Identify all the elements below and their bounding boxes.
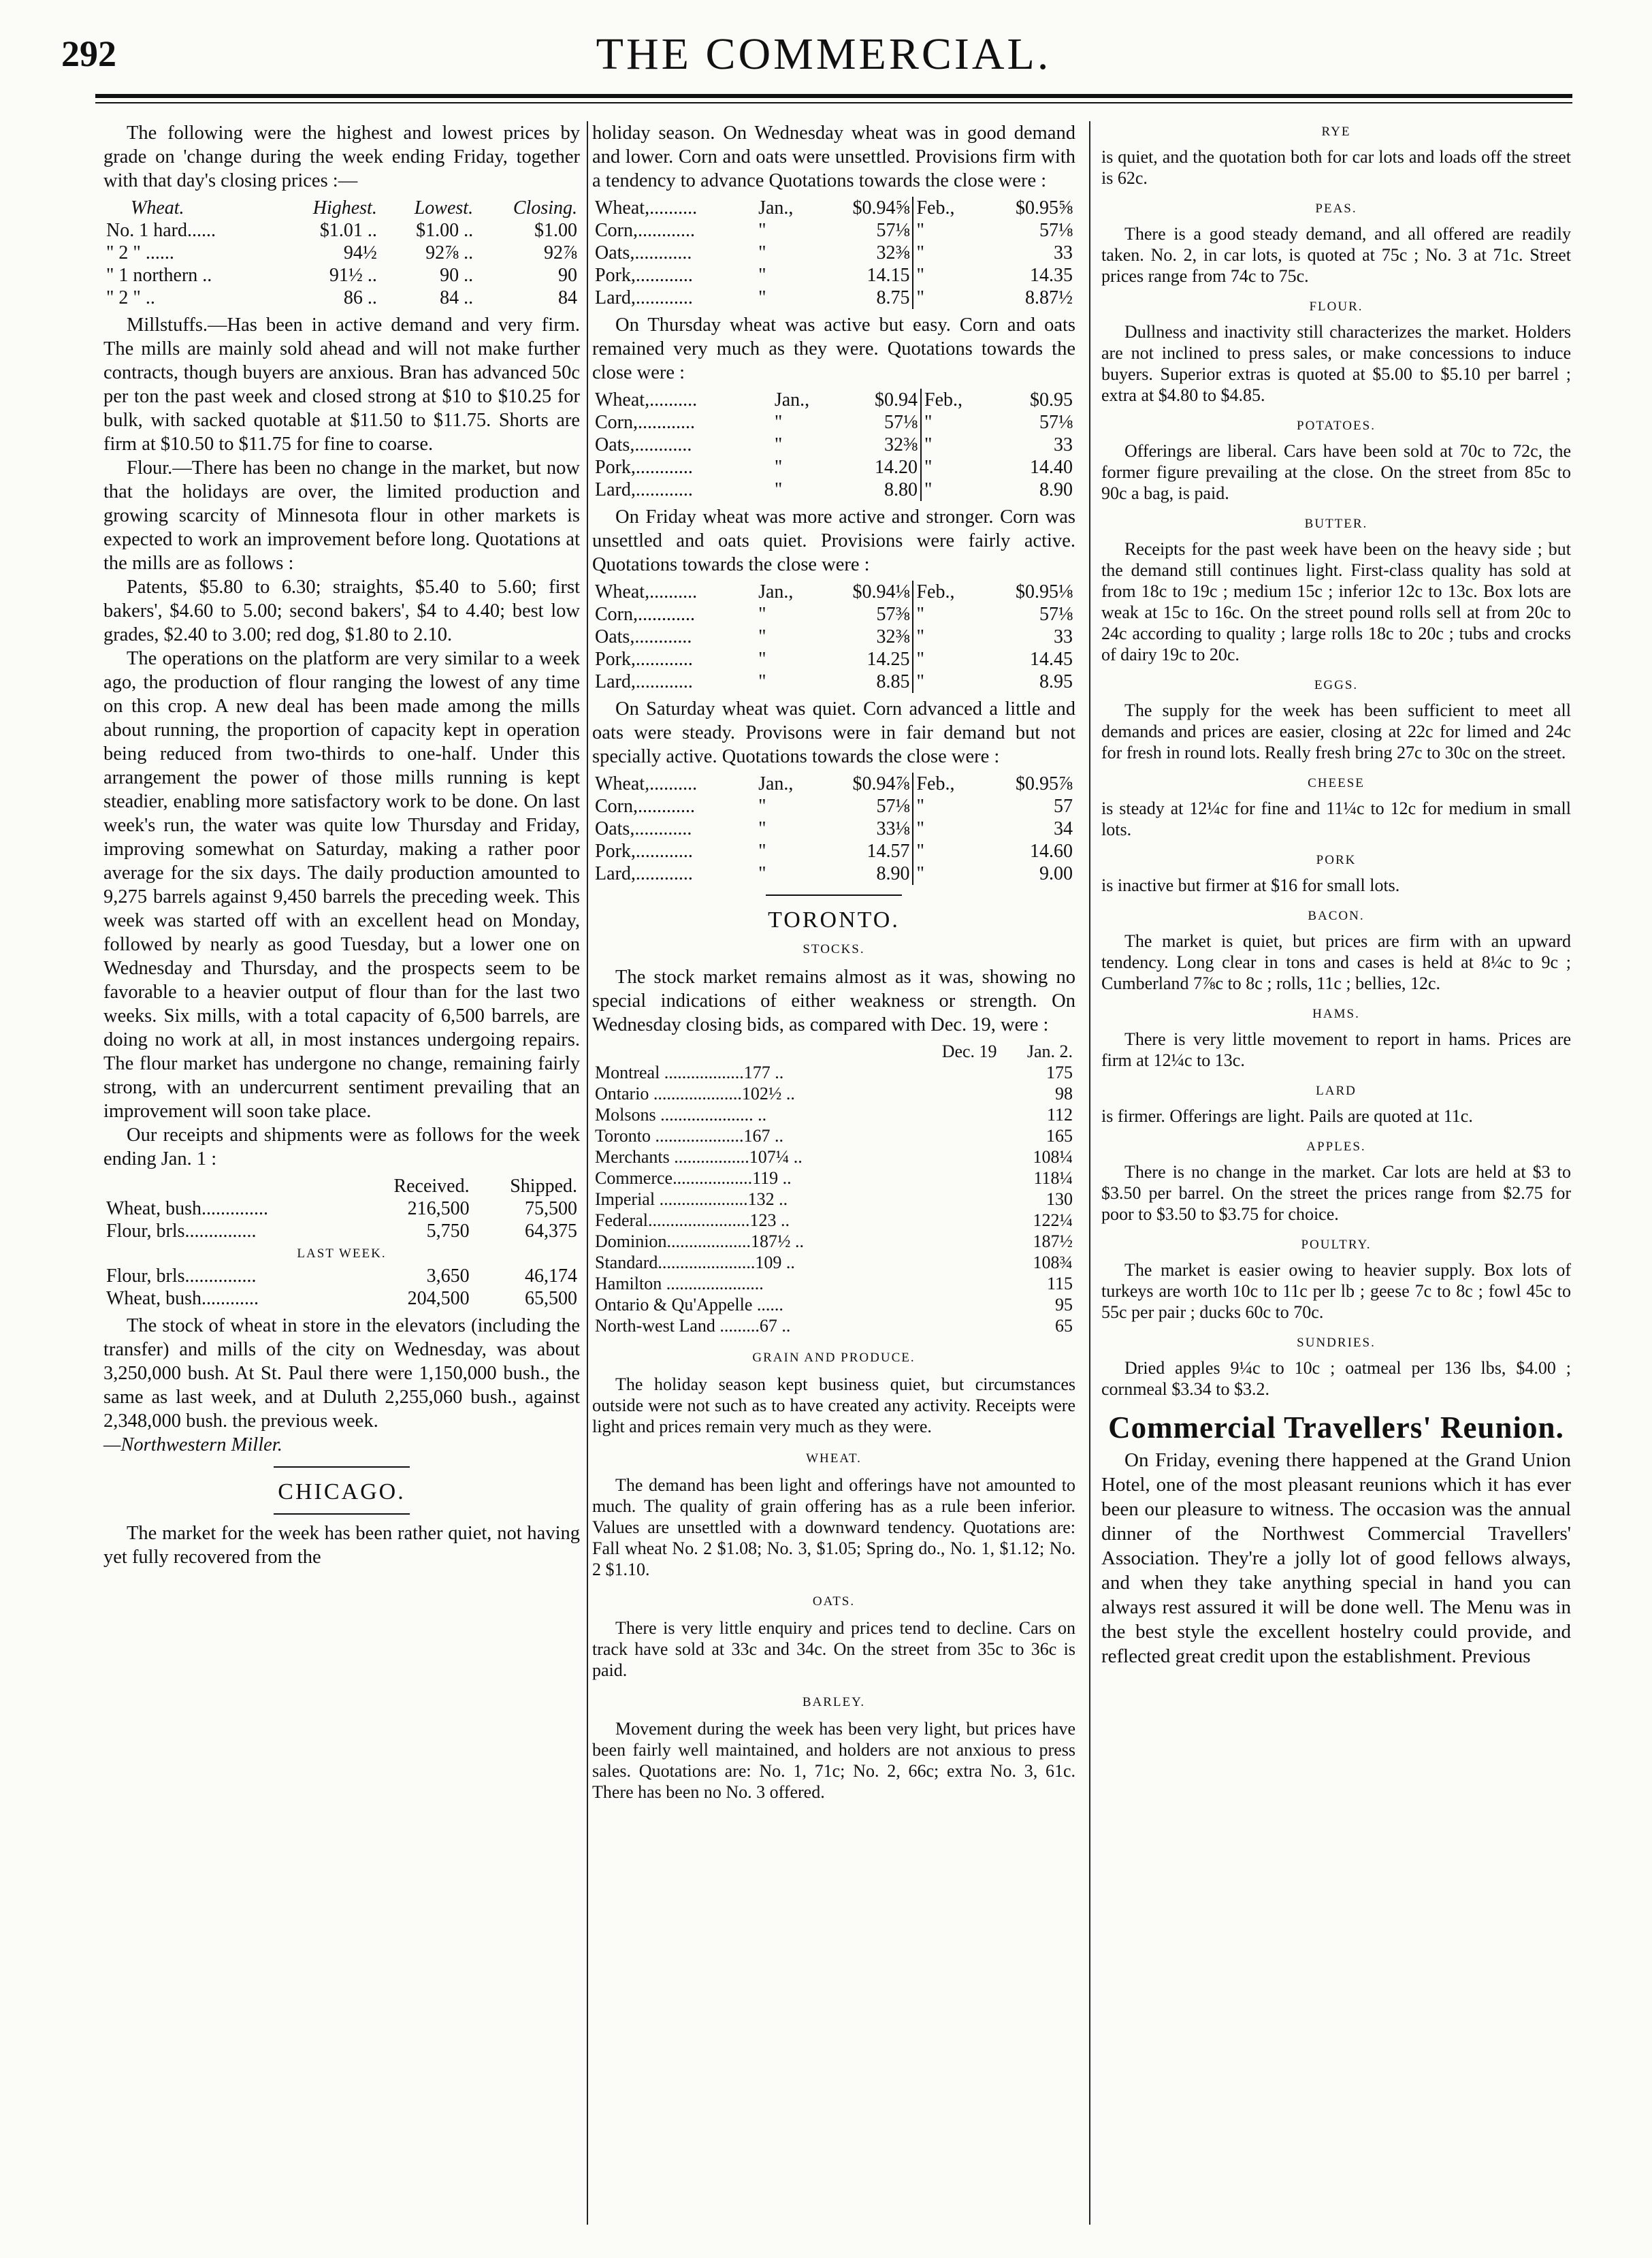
flour-paragraph: Dullness and inactivity still characterizes the market. Holders are not inclined to press sales, or make concessions to induce buyers. Superior extras is quoted at $5.00 to $5.10 per barrel ; extra at $4.80 to $4.85. bbox=[1101, 322, 1571, 405]
table-cell: Pork,............ bbox=[595, 265, 693, 286]
table-cell: 57⅛ bbox=[1039, 412, 1073, 433]
column-3 bbox=[1101, 121, 1571, 1668]
table-cell: Flour, brls............... bbox=[106, 1265, 257, 1287]
table-cell: Oats,............ bbox=[595, 242, 692, 263]
table-cell bbox=[910, 1125, 1000, 1146]
table-cell: " bbox=[774, 412, 783, 433]
table-header: Shipped. bbox=[510, 1176, 577, 1197]
table-cell: " bbox=[921, 411, 994, 434]
table-cell: 65 bbox=[1055, 1316, 1073, 1336]
table-row bbox=[592, 1146, 1075, 1167]
table-row bbox=[103, 242, 580, 264]
table-row bbox=[592, 411, 1075, 434]
price-table bbox=[103, 197, 580, 309]
pork-paragraph: is inactive but firmer at $16 for small lots. bbox=[1101, 875, 1400, 895]
table-cell: Feb., bbox=[913, 773, 980, 795]
table-cell: Imperial ....................132 .. bbox=[595, 1189, 788, 1209]
subheading-oats: OATS. bbox=[812, 1594, 856, 1609]
subheading-barley: BARLEY. bbox=[802, 1695, 866, 1709]
table-row bbox=[592, 1062, 1075, 1083]
table-cell: " bbox=[758, 841, 766, 862]
subheading-bacon: BACON. bbox=[1308, 909, 1365, 923]
table-row bbox=[592, 1104, 1075, 1125]
table-cell: 216,500 bbox=[407, 1198, 470, 1219]
table-cell: 90 .. bbox=[440, 265, 474, 286]
table-cell bbox=[910, 1273, 1000, 1294]
table-cell: 64,375 bbox=[525, 1221, 577, 1242]
table-cell bbox=[910, 1083, 1000, 1104]
wheat-paragraph: The demand has been light and offerings have not amounted to much. The quality of grain offering has as a rule been inferior. Values are unsettled with a downward tendency. Quotations are: Fall wheat No. 2 $1.08; No. 3, $1.05; Spring do., No. 1, $1.12; No. 2 $1.10. bbox=[592, 1475, 1075, 1579]
cheese-paragraph: is steady at 12¼c for fine and 11¼c to 12c for medium in small lots. bbox=[1101, 799, 1571, 839]
rye-paragraph: is quiet, and the quotation both for car lots and loads off the street is 62c. bbox=[1101, 147, 1571, 188]
table-row bbox=[592, 1083, 1075, 1104]
table-cell: $0.94⅛ bbox=[852, 581, 910, 602]
table-row bbox=[592, 479, 1075, 501]
table-cell: " bbox=[913, 671, 980, 693]
table-cell: 33 bbox=[1054, 626, 1073, 647]
table-cell: " 1 northern .. bbox=[106, 265, 212, 286]
table-row bbox=[592, 242, 1075, 264]
table-cell: 115 bbox=[1046, 1274, 1073, 1293]
table-cell: 5,750 bbox=[426, 1221, 470, 1242]
table-cell: Jan., bbox=[758, 581, 794, 602]
table-cell bbox=[910, 1231, 1000, 1252]
table-cell: 33 bbox=[1054, 242, 1073, 263]
oats-paragraph: There is very little enquiry and prices tend to decline. Cars on track have sold at 33c and 34c. On the street from 35c to 36c is paid. bbox=[592, 1618, 1075, 1680]
quotation-table bbox=[592, 389, 1075, 501]
table-cell: 14.35 bbox=[1030, 265, 1073, 286]
peas-paragraph: There is a good steady demand, and all offered are readily taken. No. 2, in car lots, is quoted at 75c ; No. 3 at 71c. Street prices range from 74c to 75c. bbox=[1101, 224, 1571, 286]
source-credit: —Northwestern Miller. bbox=[103, 1434, 282, 1455]
saturday-paragraph: On Saturday wheat was quiet. Corn advanced a little and oats were steady. Provisons were in fair demand but not specially active. Quotations towards the close were : bbox=[592, 698, 1075, 767]
table-cell: Lard,............ bbox=[595, 479, 693, 500]
table-cell: " bbox=[913, 840, 980, 862]
table-row bbox=[592, 456, 1075, 479]
subheading-flour: FLOUR. bbox=[1309, 300, 1363, 314]
table-cell: 118¼ bbox=[1033, 1168, 1073, 1188]
table-cell: 14.40 bbox=[1030, 457, 1073, 478]
table-cell: 8.75 bbox=[876, 287, 910, 308]
table-cell: 9.00 bbox=[1039, 863, 1073, 884]
apples-paragraph: There is no change in the market. Car lots are held at $3 to $3.50 per barrel. On the street the prices range from $2.75 for poor to $3.50 to $3.75 for choice. bbox=[1101, 1162, 1571, 1224]
table-cell: 204,500 bbox=[407, 1288, 470, 1309]
table-cell: Standard......................109 .. bbox=[595, 1253, 795, 1272]
table-cell: 8.90 bbox=[876, 863, 910, 884]
table-cell: 175 bbox=[1046, 1063, 1073, 1082]
subheading-pork: PORK bbox=[1316, 853, 1357, 867]
subheading-potatoes: POTATOES. bbox=[1297, 419, 1376, 433]
column-divider bbox=[1089, 121, 1090, 2225]
table-cell: Corn,............ bbox=[595, 220, 695, 241]
column-1 bbox=[103, 121, 580, 1569]
barley-paragraph: Movement during the week has been very light, but prices have been fairly well maintained, and holders are not anxious to press sales. Quotations are: No. 1, 71c; No. 2, 66c; extra No. 3, 61c. There has been no No. 3 offered. bbox=[592, 1719, 1075, 1802]
table-cell: 86 .. bbox=[343, 287, 377, 308]
table-row bbox=[103, 219, 580, 242]
table-cell: 14.60 bbox=[1030, 841, 1073, 862]
thursday-paragraph: On Thursday wheat was active but easy. Corn and oats remained very much as they were. Quotations towards the close were : bbox=[592, 314, 1075, 383]
table-cell: Flour, brls............... bbox=[106, 1221, 257, 1242]
table-cell: Pork,............ bbox=[595, 457, 693, 478]
table-row bbox=[592, 1315, 1075, 1336]
table-cell: " bbox=[758, 863, 766, 884]
table-cell: Merchants .................107¼ .. bbox=[595, 1147, 803, 1167]
table-row bbox=[103, 1197, 580, 1220]
table-cell: 95 bbox=[1055, 1295, 1073, 1315]
patents-paragraph: Patents, $5.80 to 6.30; straights, $5.40 to 5.60; first bakers', $4.60 to 5.00; second bakers', $4 to 4.40; best low grades, $2.40 to 3.00; red dog, $1.80 to 2.10. bbox=[103, 577, 580, 645]
table-cell: 32⅜ bbox=[876, 242, 910, 263]
eggs-paragraph: The supply for the week has been sufficient to meet all demands and prices are easier, closing at 22c for limed and 24c for fresh in round lots. Really fresh bring 27c to 30c on the street. bbox=[1101, 700, 1571, 762]
table-cell: Oats,............ bbox=[595, 434, 692, 455]
table-row bbox=[103, 1265, 580, 1287]
table-cell: 14.45 bbox=[1030, 649, 1073, 670]
table-header: Received. bbox=[393, 1176, 470, 1197]
table-header: Dec. 19 bbox=[941, 1042, 997, 1061]
table-cell: Pork,............ bbox=[595, 649, 693, 670]
table-cell: Oats,............ bbox=[595, 626, 692, 647]
table-cell: 91½ .. bbox=[329, 265, 377, 286]
table-cell: " bbox=[921, 479, 994, 501]
table-cell: Federal.......................123 .. bbox=[595, 1210, 790, 1230]
receipts-table bbox=[103, 1175, 580, 1310]
table-cell: 90 bbox=[558, 265, 577, 286]
table-cell: $0.94 bbox=[875, 389, 918, 410]
table-cell: Jan., bbox=[758, 197, 794, 219]
millstuffs-paragraph: Millstuffs.—Has been in active demand and very firm. The mills are mainly sold ahead and will not make further contracts, though buyers are anxious. Bran has advanced 50c per ton the past week and closed strong at $10 to $10.25 for bulk, with sacked quotable at $11.50 to $11.75. Shorts are firm at $10.50 to $11.75 for fine to coarse. bbox=[103, 314, 580, 455]
table-row bbox=[592, 1231, 1075, 1252]
stock-paragraph: The stock of wheat in store in the elevators (including the transfer) and mills of the city on Wednesday, was about 3,250,000 bush. At St. Paul there were 1,150,000 bush., the same as last week, and at Duluth 2,255,060 bush., against 2,348,000 bush. the previous week. bbox=[103, 1315, 580, 1432]
table-cell: $0.95 bbox=[1030, 389, 1073, 410]
quotation-table bbox=[592, 197, 1075, 309]
table-cell: 165 bbox=[1046, 1126, 1073, 1146]
subheading-stocks: STOCKS. bbox=[803, 942, 865, 956]
table-cell: " bbox=[758, 818, 766, 839]
table-row bbox=[103, 1220, 580, 1242]
table-cell: Lard,............ bbox=[595, 863, 693, 884]
subheading-butter: BUTTER. bbox=[1304, 517, 1368, 531]
platform-paragraph: The operations on the platform are very similar to a week ago, the production of flour ranging the lowest of any time on this crop. A new deal has been made among the mills about running, the proportion of capacity kept in operation being reduced from two-thirds to one-half. Under this arrangement the power of those mills running is kept steadier, enabling more satisfactory work to be done. On last week's run, the water was quite low Thursday and Friday, improving somewhat on Saturday, making a rather poor average for the six days. The daily production amounted to 9,275 barrels against 9,450 barrels the preceding week. This week was started off with an excellent head on Monday, followed by nearly as good Tuesday, but a lower one on Wednesday and Thursday, and the prospects seem to be favorable to a heavier output of flour than for the last two weeks. Six mills, with a total capacity of 6,500 barrels, are doing no work at all, in most instances undergoing repairs. The flour market has undergone no change, remaining fairly strong, with an undercurrent sentiment prevailing that an improvement will soon take place. bbox=[103, 648, 580, 1122]
subheading-poultry: POULTRY. bbox=[1301, 1238, 1372, 1252]
table-cell: Feb., bbox=[921, 389, 994, 411]
table-cell: Commerce..................119 .. bbox=[595, 1168, 792, 1188]
table-cell: 108¼ bbox=[1033, 1147, 1073, 1167]
table-cell: " bbox=[913, 264, 980, 287]
table-cell: " bbox=[913, 862, 980, 885]
butter-paragraph: Receipts for the past week have been on the heavy side ; but the demand still continues light. First-class quality has sold at from 18c to 19c ; medium 15c ; inferior 12c to 13c. Box lots are weak at 15c to 16c. On the street pound rolls sell at from 20c to 24c according to quality ; large rolls 18c to 20c ; tubs and crocks of dairy 19c to 20c. bbox=[1101, 539, 1571, 664]
table-row bbox=[592, 840, 1075, 862]
table-cell: Jan., bbox=[758, 773, 794, 794]
table-cell: 14.57 bbox=[867, 841, 910, 862]
table-row bbox=[592, 287, 1075, 309]
table-cell: 32⅜ bbox=[884, 434, 918, 455]
table-cell: 57⅛ bbox=[876, 796, 910, 817]
table-cell: 8.95 bbox=[1039, 671, 1073, 692]
table-cell: " bbox=[913, 818, 980, 840]
table-cell: 32⅜ bbox=[876, 626, 910, 647]
section-rule bbox=[766, 894, 902, 896]
table-row bbox=[592, 264, 1075, 287]
table-cell: Pork,............ bbox=[595, 841, 693, 862]
header-rule bbox=[95, 94, 1572, 98]
page-number: 292 bbox=[61, 33, 116, 74]
column-2 bbox=[592, 121, 1075, 1803]
table-cell: 8.87½ bbox=[1025, 287, 1073, 308]
table-cell: Dominion...................187½ .. bbox=[595, 1231, 804, 1251]
table-cell: 187½ bbox=[1033, 1231, 1073, 1251]
poultry-paragraph: The market is easier owing to heavier supply. Box lots of turkeys are worth 10c to 11c per lb ; geese 7c to 8c ; fowl 45c to 55c per pair ; ducks 60c to 70c. bbox=[1101, 1260, 1571, 1322]
table-cell: Hamilton ...................... bbox=[595, 1274, 764, 1293]
table-cell: 65,500 bbox=[525, 1288, 577, 1309]
table-row bbox=[103, 287, 580, 309]
table-cell bbox=[910, 1189, 1000, 1210]
table-row bbox=[592, 1189, 1075, 1210]
subheading-lard: LARD bbox=[1316, 1084, 1357, 1098]
table-cell: Wheat,.......... bbox=[595, 773, 698, 794]
table-cell: 8.85 bbox=[876, 671, 910, 692]
table-cell: 8.80 bbox=[884, 479, 918, 500]
table-cell: $1.00 .. bbox=[416, 220, 474, 241]
reunion-paragraph: On Friday, evening there happened at the Grand Union Hotel, one of the most pleasant reunions which it has ever been our pleasure to witness. The occasion was the annual dinner of the Northwest Commercial Travellers' Association. They're a jolly lot of good fellows always, and when they take anything special in hand you can always rest assured it will be done well. The Menu was in the best style the excellent hostelry could provide, and reflected great credit upon the establishment. Previous bbox=[1101, 1449, 1571, 1667]
column-divider bbox=[587, 121, 588, 2225]
table-cell: $0.95⅞ bbox=[1016, 773, 1073, 794]
table-cell: Wheat, bush............ bbox=[106, 1288, 259, 1309]
table-cell: Corn,............ bbox=[595, 604, 695, 625]
table-cell: Wheat,.......... bbox=[595, 581, 698, 602]
table-cell bbox=[910, 1146, 1000, 1167]
table-cell: " bbox=[913, 603, 980, 626]
table-cell: $0.94⅞ bbox=[852, 773, 910, 794]
subheading-rye: RYE bbox=[1321, 125, 1351, 139]
table-row bbox=[592, 219, 1075, 242]
table-row bbox=[592, 1210, 1075, 1231]
masthead-title: THE COMMERCIAL. bbox=[596, 29, 1052, 79]
table-cell: 57⅛ bbox=[1039, 604, 1073, 625]
receipts-intro: Our receipts and shipments were as follows for the week ending Jan. 1 : bbox=[103, 1125, 580, 1170]
table-cell: " bbox=[758, 242, 766, 263]
bacon-paragraph: The market is quiet, but prices are firm with an upward tendency. Long clear in tons and cases is held at 8¼c to 9c ; Cumberland 7⅞c to 8c ; rolls, 11c ; bellies, 12c. bbox=[1101, 931, 1571, 993]
table-cell: 94½ bbox=[343, 242, 377, 263]
table-header: Lowest. bbox=[414, 197, 474, 219]
table-cell: Wheat, bush.............. bbox=[106, 1198, 268, 1219]
table-cell: Corn,............ bbox=[595, 412, 695, 433]
subheading-cheese: CHEESE bbox=[1308, 776, 1365, 790]
table-cell bbox=[910, 1062, 1000, 1083]
table-cell: 33 bbox=[1054, 434, 1073, 455]
table-row bbox=[592, 773, 1075, 795]
subheading-eggs: EGGS. bbox=[1314, 678, 1359, 692]
section-heading-toronto: TORONTO. bbox=[768, 907, 900, 933]
table-row bbox=[592, 862, 1075, 885]
table-cell: 57 bbox=[1054, 796, 1073, 817]
table-header: Highest. bbox=[312, 197, 377, 219]
chicago-paragraph: The market for the week has been rather quiet, not having yet fully recovered from the bbox=[103, 1523, 580, 1568]
table-cell: 92⅞ .. bbox=[425, 242, 474, 263]
hams-paragraph: There is very little movement to report in hams. Prices are firm at 12¼c to 13c. bbox=[1101, 1029, 1571, 1070]
table-cell: 84 bbox=[558, 287, 577, 308]
sundries-paragraph: Dried apples 9¼c to 10c ; oatmeal per 136 lbs, $4.00 ; cornmeal $3.34 to $3.2. bbox=[1101, 1358, 1571, 1399]
table-cell: " bbox=[758, 626, 766, 647]
table-cell: Lard,............ bbox=[595, 671, 693, 692]
table-header bbox=[592, 1041, 910, 1062]
table-cell: 57⅛ bbox=[876, 220, 910, 241]
table-cell: Wheat,.......... bbox=[595, 197, 698, 219]
table-cell: " bbox=[758, 287, 766, 308]
table-cell: 112 bbox=[1046, 1105, 1073, 1125]
table-header: Jan. 2. bbox=[1026, 1042, 1073, 1061]
last-week-label: LAST WEEK. bbox=[297, 1246, 387, 1261]
grain-paragraph: The holiday season kept business quiet, but circumstances outside were not such as to have created any activity. Receipts were light and prices remain very much as they were. bbox=[592, 1374, 1075, 1436]
friday-paragraph: On Friday wheat was more active and stronger. Corn was unsettled and oats quiet. Provisions were fairly active. Quotations towards the close were : bbox=[592, 506, 1075, 575]
table-cell: " bbox=[913, 795, 980, 818]
table-cell: Jan., bbox=[774, 389, 810, 410]
table-cell: " bbox=[774, 457, 783, 478]
section-rule bbox=[274, 1513, 410, 1515]
table-cell: Feb., bbox=[913, 581, 980, 603]
stocks-paragraph: The stock market remains almost as it was, showing no special indications of either weakness or strength. On Wednesday closing bids, as compared with Dec. 19, were : bbox=[592, 967, 1075, 1035]
table-row bbox=[592, 626, 1075, 648]
table-cell: " bbox=[758, 796, 766, 817]
page-header bbox=[61, 27, 1586, 102]
table-cell: 3,650 bbox=[426, 1265, 470, 1287]
table-row bbox=[103, 1287, 580, 1310]
table-cell: Wheat,.......... bbox=[595, 389, 698, 410]
table-row bbox=[592, 1273, 1075, 1294]
table-row bbox=[592, 1167, 1075, 1189]
table-cell: " bbox=[758, 220, 766, 241]
table-cell: Toronto ....................167 .. bbox=[595, 1126, 783, 1146]
table-cell: No. 1 hard...... bbox=[106, 220, 216, 241]
table-row bbox=[592, 795, 1075, 818]
lard-paragraph: is firmer. Offerings are light. Pails are quoted at 11c. bbox=[1101, 1106, 1473, 1126]
table-cell: " bbox=[913, 648, 980, 671]
table-row bbox=[592, 671, 1075, 693]
chicago-continued: holiday season. On Wednesday wheat was in good demand and lower. Corn and oats were unsettled. Provisions firm with a tendency to advance Quotations towards the close were : bbox=[592, 123, 1075, 191]
potatoes-paragraph: Offerings are liberal. Cars have been sold at 70c to 72c, the former figure prevailing at the close. On the street from 85c to 90c a bag, is paid. bbox=[1101, 441, 1571, 503]
table-row bbox=[592, 603, 1075, 626]
table-cell: 14.15 bbox=[867, 265, 910, 286]
subheading-sundries: SUNDRIES. bbox=[1297, 1336, 1376, 1350]
flour-paragraph: Flour.—There has been no change in the market, but now that the holidays are over, the limited production and growing scarcity of Minnesota flour in other markets is expected to work an improvement before long. Quotations at the mills are as follows : bbox=[103, 457, 580, 574]
table-row bbox=[592, 1252, 1075, 1273]
table-cell: Oats,............ bbox=[595, 818, 692, 839]
table-cell: 84 .. bbox=[440, 287, 474, 308]
table-cell: Molsons ..................... .. bbox=[595, 1105, 767, 1125]
table-row bbox=[592, 434, 1075, 456]
table-cell: " 2 " ...... bbox=[106, 242, 174, 263]
table-cell: 8.90 bbox=[1039, 479, 1073, 500]
table-cell: " bbox=[921, 434, 994, 456]
table-row bbox=[592, 389, 1075, 411]
table-cell: $1.00 bbox=[534, 220, 577, 241]
article-heading-reunion: Commercial Travellers' Reunion. bbox=[1108, 1410, 1564, 1445]
table-cell: Lard,............ bbox=[595, 287, 693, 308]
table-cell: 108¾ bbox=[1033, 1253, 1073, 1272]
table-cell: 46,174 bbox=[525, 1265, 577, 1287]
table-cell: " bbox=[913, 242, 980, 264]
table-cell: 57⅛ bbox=[884, 412, 918, 433]
intro-paragraph: The following were the highest and lowest prices by grade on 'change during the week ending Friday, together with that day's closing prices :— bbox=[103, 123, 580, 191]
table-cell: 34 bbox=[1054, 818, 1073, 839]
quotation-table bbox=[592, 773, 1075, 885]
table-cell bbox=[910, 1104, 1000, 1125]
table-row bbox=[592, 197, 1075, 219]
table-row bbox=[592, 1125, 1075, 1146]
table-cell: $0.95⅝ bbox=[1016, 197, 1073, 219]
subheading-peas: PEAS. bbox=[1315, 201, 1357, 216]
table-cell: $0.94⅝ bbox=[852, 197, 910, 219]
table-header: Wheat. bbox=[131, 197, 184, 219]
table-cell bbox=[910, 1167, 1000, 1189]
table-cell: " bbox=[921, 456, 994, 479]
table-row bbox=[592, 648, 1075, 671]
table-row bbox=[592, 1294, 1075, 1315]
table-cell: 57⅛ bbox=[1039, 220, 1073, 241]
table-row bbox=[103, 264, 580, 287]
quotation-table bbox=[592, 581, 1075, 693]
table-cell: " bbox=[758, 604, 766, 625]
table-cell bbox=[910, 1315, 1000, 1336]
table-cell: " bbox=[758, 671, 766, 692]
table-cell: " bbox=[758, 265, 766, 286]
table-cell: Corn,............ bbox=[595, 796, 695, 817]
table-cell: 92⅞ bbox=[544, 242, 577, 263]
table-cell: 130 bbox=[1046, 1189, 1073, 1209]
table-cell: Feb., bbox=[913, 197, 980, 219]
subheading-hams: HAMS. bbox=[1312, 1007, 1360, 1021]
table-row bbox=[592, 818, 1075, 840]
table-cell: " bbox=[774, 479, 783, 500]
table-cell: " bbox=[913, 626, 980, 648]
table-cell: 75,500 bbox=[525, 1198, 577, 1219]
table-cell: 14.20 bbox=[875, 457, 918, 478]
table-cell: " bbox=[758, 649, 766, 670]
table-cell: " bbox=[913, 287, 980, 309]
table-cell: Montreal ..................177 .. bbox=[595, 1063, 784, 1082]
table-cell: 122¼ bbox=[1033, 1210, 1073, 1230]
stocks-table bbox=[592, 1041, 1075, 1336]
section-rule bbox=[274, 1466, 410, 1468]
table-row bbox=[592, 581, 1075, 603]
table-cell bbox=[910, 1252, 1000, 1273]
subheading-wheat: WHEAT. bbox=[806, 1451, 862, 1466]
subheading-grain: GRAIN AND PRODUCE. bbox=[752, 1351, 916, 1365]
table-cell: North-west Land .........67 .. bbox=[595, 1316, 791, 1336]
table-cell: 33⅛ bbox=[876, 818, 910, 839]
section-heading-chicago: CHICAGO. bbox=[278, 1479, 406, 1504]
table-cell: 98 bbox=[1055, 1084, 1073, 1103]
table-cell bbox=[910, 1294, 1000, 1315]
subheading-apples: APPLES. bbox=[1306, 1140, 1366, 1154]
table-cell bbox=[910, 1210, 1000, 1231]
table-cell: " bbox=[913, 219, 980, 242]
table-cell: Ontario ....................102½ .. bbox=[595, 1084, 795, 1103]
table-cell: " 2 " .. bbox=[106, 287, 155, 308]
table-cell: $0.95⅛ bbox=[1016, 581, 1073, 602]
header-rule-thin bbox=[95, 102, 1572, 103]
table-header: Closing. bbox=[513, 197, 577, 219]
table-cell: 57⅜ bbox=[876, 604, 910, 625]
table-cell: Ontario & Qu'Appelle ...... bbox=[595, 1295, 783, 1315]
table-cell: 14.25 bbox=[867, 649, 910, 670]
table-cell: $1.01 .. bbox=[319, 220, 377, 241]
table-cell: " bbox=[774, 434, 783, 455]
table-header bbox=[103, 1175, 352, 1197]
